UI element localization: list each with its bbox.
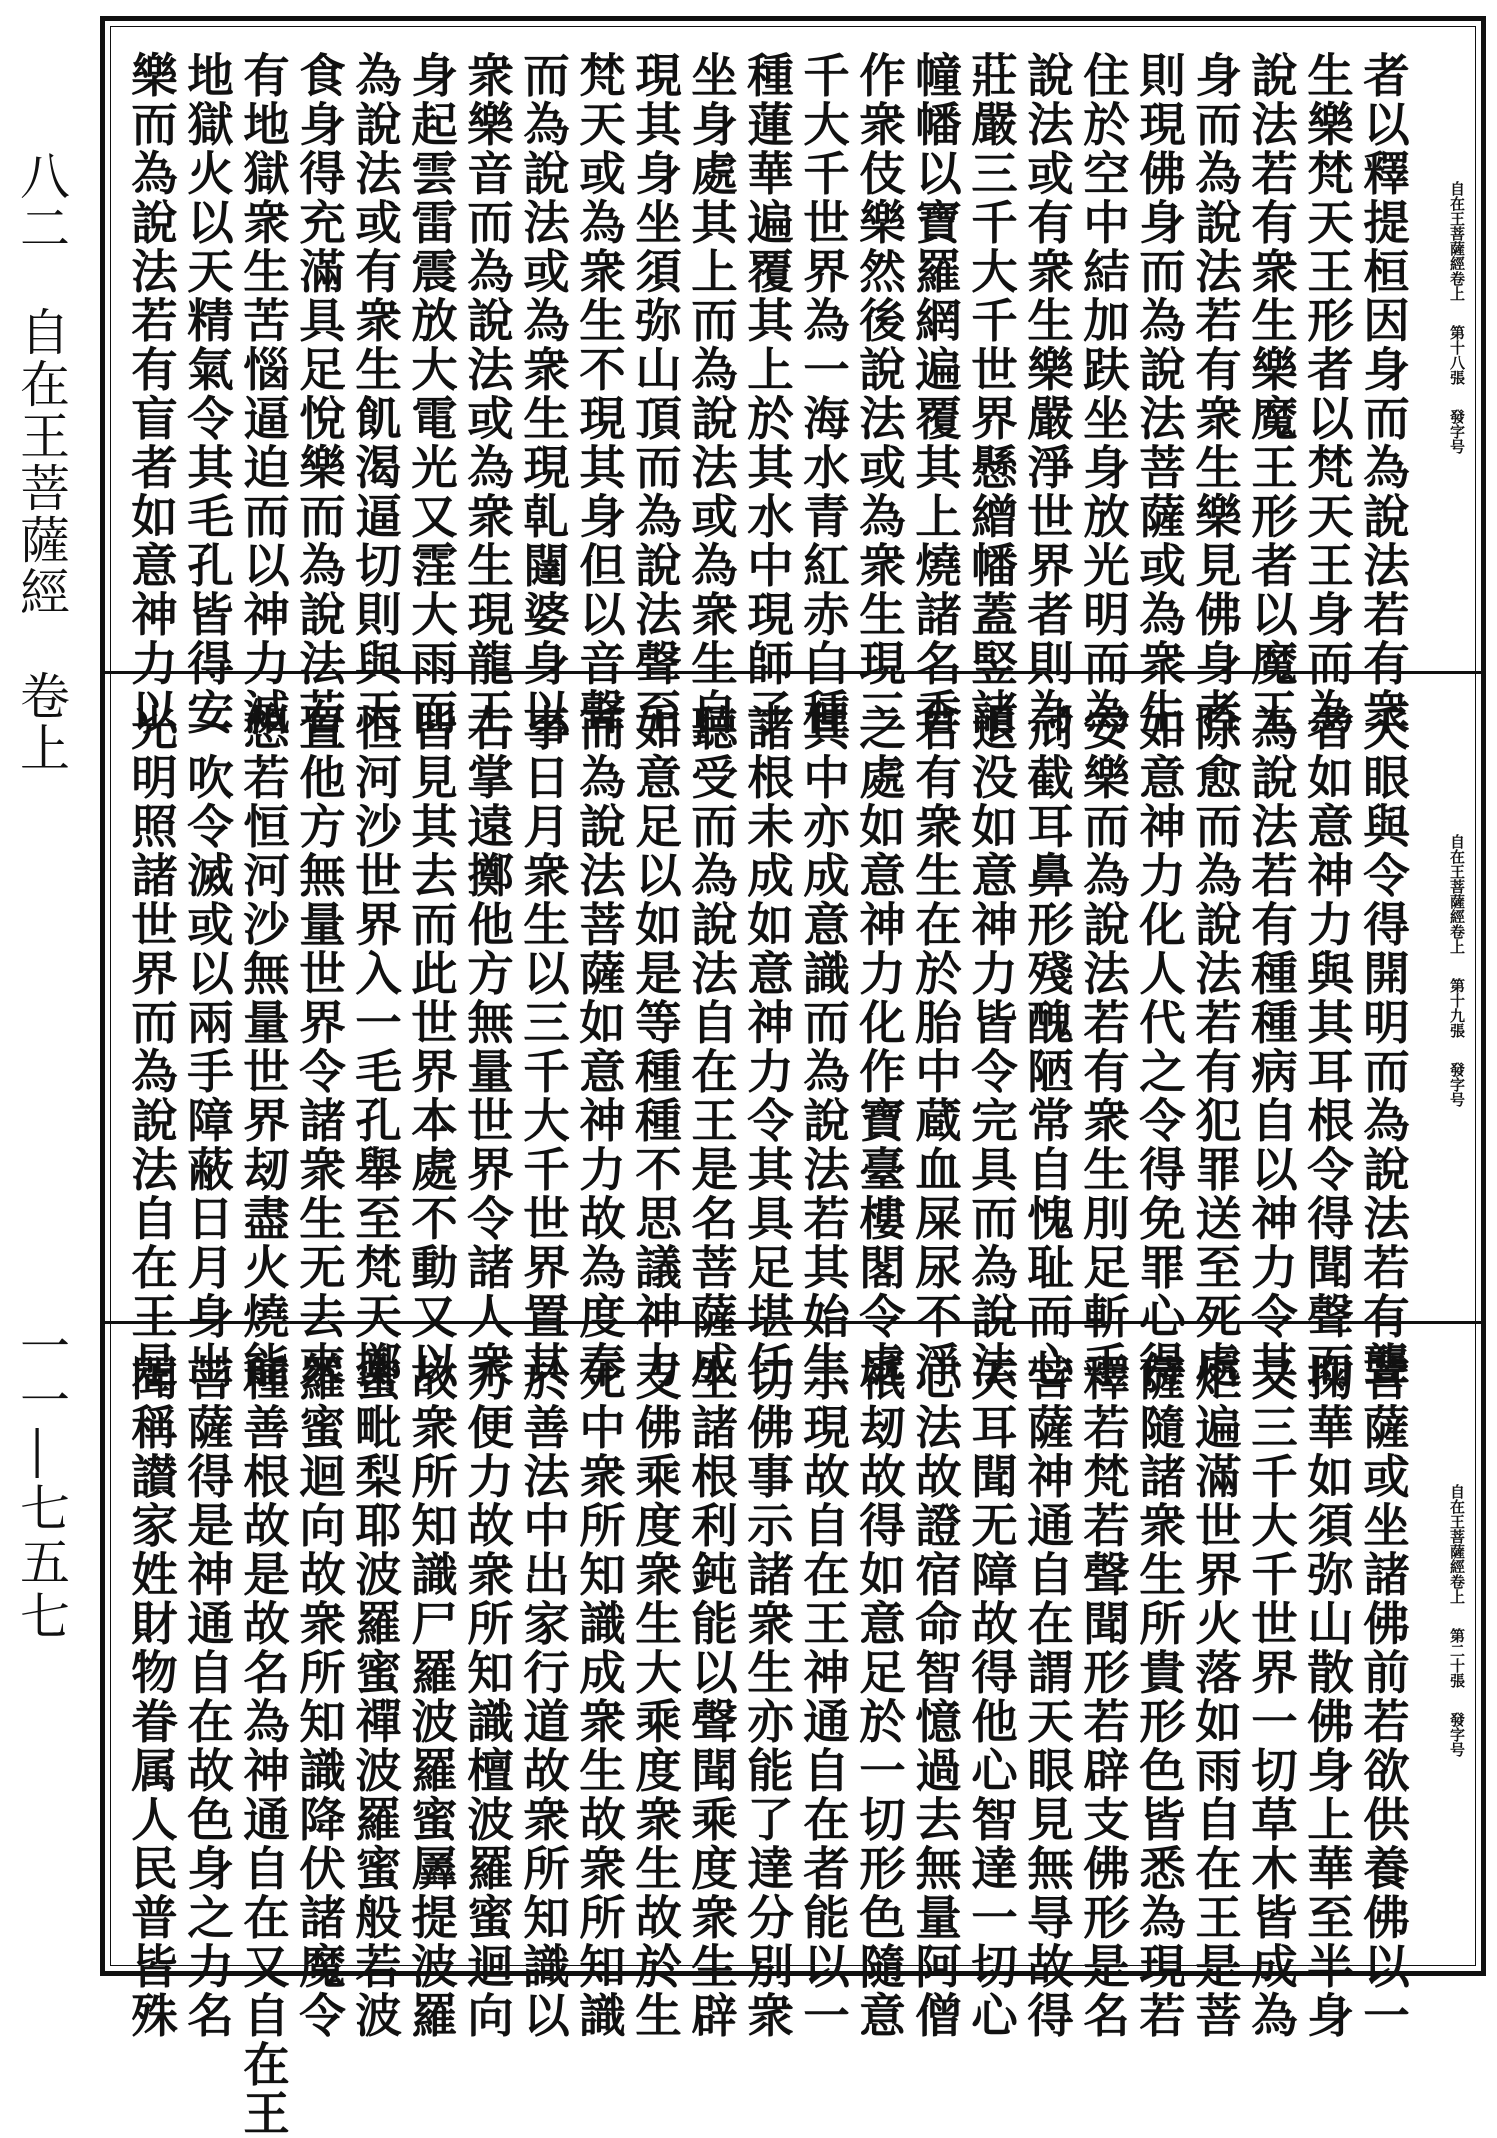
text-column: 皆見其去而此世界本處不動又以 xyxy=(404,704,459,1390)
text-column: 諸根未成如意神力令其具足堪任 xyxy=(740,704,795,1390)
text-column: 身起雲雷震放大電光又霔大雨而 xyxy=(404,51,459,737)
folio-sutra: 自在王菩薩經卷上 xyxy=(1448,1484,1466,1604)
text-column: 置他方無量世界令諸衆生无去來 xyxy=(292,704,347,1390)
folio-sheet: 第二十張 xyxy=(1448,1628,1466,1688)
text-column: 說法或有衆生樂嚴淨世界者則為 xyxy=(1020,51,1075,737)
text-column: 之處如意神力化作寶臺樓閣令處 xyxy=(852,704,907,1390)
text-column: 方便力故衆所知識檀波羅蜜迴向 xyxy=(460,1354,515,2040)
text-column: 支佛乘度衆生大乘度衆生故於生 xyxy=(628,1354,683,2040)
folio-label xyxy=(1447,1484,1467,1944)
text-column: 如意神力化人代之令得免罪心得 xyxy=(1132,704,1187,1390)
margin-page-number: 一一―七五七 xyxy=(12,1320,70,1644)
text-column: 一吹令滅或以兩手障蔽日月身出 xyxy=(180,704,235,1390)
text-column: 切佛事示諸衆生亦能了達分別衆 xyxy=(740,1354,795,2040)
folio-sheet: 第十九張 xyxy=(1448,978,1466,1038)
text-column: 者如意神力與其耳根令得聞聲而 xyxy=(1300,704,1355,1390)
folio-sheet: 第十八張 xyxy=(1448,325,1466,385)
text-column: 天耳聞无障故得他心智達一切心 xyxy=(964,1354,1019,2040)
text-column: 退没如意神力皆令完具而為說法 xyxy=(964,704,1019,1390)
text-column: 住於空中結加趺坐身放光明而為 xyxy=(1076,51,1131,737)
text-column: 梵天或為衆生不現其身但以音聲 xyxy=(572,51,627,737)
text-column: 又三千大千世界一切草木皆成為 xyxy=(1244,1354,1299,2040)
text-column: 生樂梵天王形者以梵天王身而為 xyxy=(1300,51,1355,737)
text-column: 故衆所知識尸羅波羅蜜羼提波羅 xyxy=(404,1354,459,2040)
text-column: 則現佛身而為說法菩薩或為衆生 xyxy=(1132,51,1187,737)
folio-carver: 發字号 xyxy=(1448,1062,1466,1107)
folio-label xyxy=(1447,834,1467,1294)
text-column: 者以釋提桓因身而為說法若有衆 xyxy=(1356,51,1411,737)
text-column: 聞稱讃家姓財物眷属人民普皆殊 xyxy=(124,1354,179,2040)
folio-label xyxy=(1447,181,1467,641)
text-column: 光明照諸世界而為說法自在王是 xyxy=(124,704,179,1390)
text-column: 示現故自在王神通自在者能以一 xyxy=(796,1354,851,2040)
text-column: 菩薩或坐諸佛前若欲供養佛以一 xyxy=(1356,1354,1411,2040)
folio-sutra: 自在王菩薩經卷上 xyxy=(1448,181,1466,301)
text-column: 幢幡以寶羅網遍覆其上燒諸名香 xyxy=(908,51,963,737)
text-column: 種蓮華遍覆其上於其水中現師子 xyxy=(740,51,795,737)
text-block xyxy=(123,704,1411,1390)
text-column: 為說法若有種種病自以神力令其 xyxy=(1244,704,1299,1390)
page-margin xyxy=(0,0,100,1994)
text-column: 衆樂音而為說法或為衆生現龍王 xyxy=(460,51,515,737)
text-column: 天眼與令得開明而為說法若有聾 xyxy=(1356,704,1411,1390)
text-column: 羅蜜迴向故衆所知識降伏諸魔令 xyxy=(292,1354,347,2040)
text-column: 刓截耳鼻形殘醜陋常自愧耻而心 xyxy=(1020,704,1075,1390)
text-column: 而為說法或為衆生現乹闥婆身以 xyxy=(516,51,571,737)
text-column: 有地獄衆生苦惱逼迫而以神力滅 xyxy=(236,51,291,737)
register-3 xyxy=(105,1321,1481,2138)
text-column: 於善法中出家行道故衆所知識以 xyxy=(516,1354,571,2040)
text-column: 炬遍滿世界火落如雨自在王是菩 xyxy=(1188,1354,1243,2040)
text-column: 菩薩得是神通自在故色身之力名 xyxy=(180,1354,235,2040)
text-column: 種善根故是故名為神通自在又自在王 xyxy=(236,1354,291,2138)
text-column: 恒河沙世界入一毛孔舉至梵天擲 xyxy=(348,704,403,1390)
text-column: 樂而為說法若有盲者如意神力以 xyxy=(124,51,179,737)
text-column: 除愈而為說法若有犯罪送至死處 xyxy=(1188,704,1243,1390)
text-column: 若有衆生在於胎中蔵血屎尿不淨 xyxy=(908,704,963,1390)
text-column: 地獄火以天精氣令其毛孔皆得安 xyxy=(180,51,235,737)
text-column: 事日月衆生以三千大千世界置其 xyxy=(516,704,571,1390)
text-column: 菩薩神通自在謂天眼見無㝵故得 xyxy=(1020,1354,1075,2040)
text-column: 掬華如須弥山散佛身上華至半身 xyxy=(1300,1354,1355,2040)
register-1 xyxy=(105,21,1481,737)
text-column: 作衆伎樂然後說法或為衆生現三 xyxy=(852,51,907,737)
folio-sutra: 自在王菩薩經卷上 xyxy=(1448,834,1466,954)
text-column: 想若恒河沙無量世界刼盡火燒能 xyxy=(236,704,291,1390)
text-column: 千大千世界為一海水青紅赤白種 xyxy=(796,51,851,737)
text-column: 說法若有衆生樂魔王形者以魔王 xyxy=(1244,51,1299,737)
text-block xyxy=(123,1354,1411,2138)
text-column: 釋若梵若聲聞形若辟支佛形是名 xyxy=(1076,1354,1131,2040)
folio-carver: 發字号 xyxy=(1448,1712,1466,1757)
text-column: 死中衆所知識成衆生故衆所知識 xyxy=(572,1354,627,2040)
register-2 xyxy=(105,671,1481,1390)
text-column: 聽受而為說法自在王是名菩薩成 xyxy=(684,704,739,1390)
text-column: 現其身坐須弥山頂而為說法聲至 xyxy=(628,51,683,737)
text-column: 坐身處其上而為說法或為衆生自 xyxy=(684,51,739,737)
text-column: 如意足以如是等種種不思議神力 xyxy=(628,704,683,1390)
text-column: 為說法或有衆生飢渴逼切則與天 xyxy=(348,51,403,737)
text-column: 食身得充滿具足悅樂而為說法若 xyxy=(292,51,347,737)
text-column: 其中亦成意識而為說法若其始生 xyxy=(796,704,851,1390)
text-column: 右掌遠擲他方無量世界令諸人衆 xyxy=(460,704,515,1390)
text-column: 莊嚴三千大千世界懸繒幡蓋竪諸 xyxy=(964,51,1019,737)
page-frame xyxy=(100,16,1486,2138)
folio-carver: 發字号 xyxy=(1448,409,1466,454)
text-column: 祇刼故得如意足於一切形色隨意 xyxy=(852,1354,907,2040)
text-column: 蜜毗梨耶波羅蜜禪波羅蜜般若波 xyxy=(348,1354,403,2040)
text-column: 而為說法菩薩如意神力故為度奉 xyxy=(572,704,627,1390)
margin-title: 八二 自在王菩薩經 卷上 xyxy=(12,150,70,774)
text-column: 安樂而為說法若有衆生刖足斬手 xyxy=(1076,704,1131,1390)
text-block xyxy=(123,51,1411,737)
text-column: 身而為說法若有衆生樂見佛身者 xyxy=(1188,51,1243,737)
text-column: 生諸根利鈍能以聲聞乘度衆生辟 xyxy=(684,1354,739,2040)
text-column: 薩隨諸衆生所貴形色皆悉為現若 xyxy=(1132,1354,1187,2040)
text-column: 心法故證宿命智憶過去無量阿僧 xyxy=(908,1354,963,2040)
